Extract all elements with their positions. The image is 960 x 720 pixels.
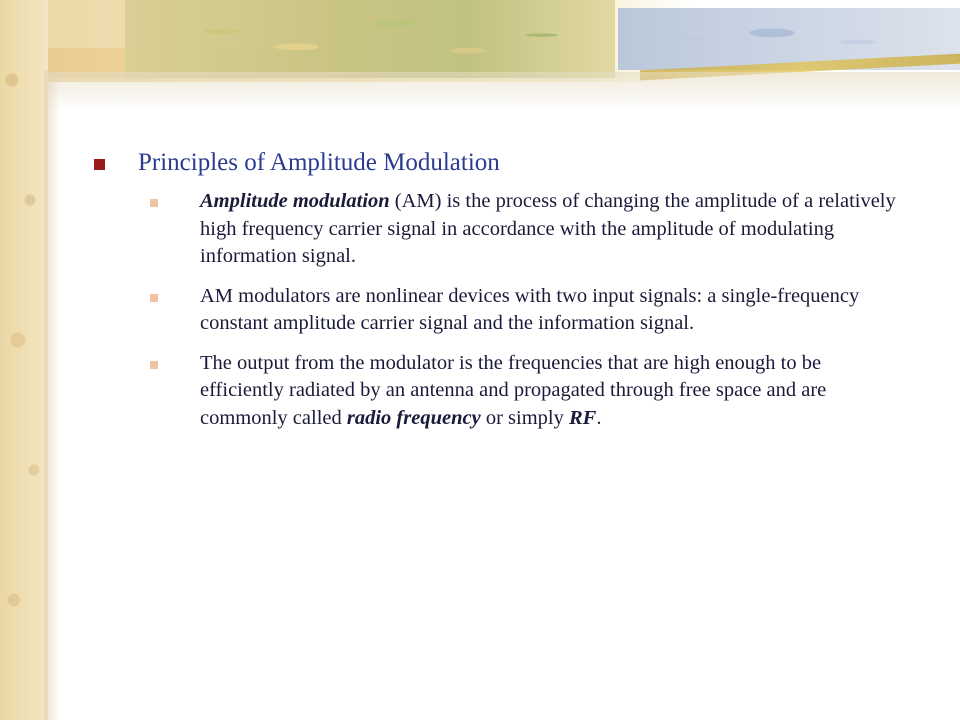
small-square-bullet-icon (150, 361, 158, 369)
main-bullet-item (90, 146, 910, 180)
sub-bullet-item (90, 350, 910, 433)
body-text: The output from the modulator is the frequencies that are high enough to be efficiently radiated by an antenna and propagated through free space and are commonly called (200, 351, 827, 429)
left-parchment-strip (0, 0, 48, 720)
bullet-text (200, 188, 900, 271)
body-text: or simply (480, 406, 569, 429)
banner-shadow (48, 72, 960, 112)
slide-heading: Principles of Amplitude Modulation (138, 149, 500, 176)
bullet-text (200, 350, 900, 433)
body-text: (AM) is the process of changing the amplitude of a relatively high frequency carrier signal in accordance with the amplitude of modulating information signal. (200, 190, 896, 267)
bullet-text (200, 283, 900, 338)
body-text: . (596, 406, 602, 429)
left-strip-shadow (44, 70, 60, 720)
body-text: AM modulators are nonlinear devices with two input signals: a single-frequency constant amplitude carrier signal and the information signal. (200, 284, 860, 334)
slide-content (90, 146, 910, 444)
banner-leaves-image (125, 0, 615, 78)
sub-bullet-item (90, 283, 910, 338)
small-square-bullet-icon (150, 294, 158, 302)
emphasis-text: radio frequency (346, 406, 481, 429)
sub-bullet-item (90, 188, 910, 271)
emphasis-text: RF (568, 406, 597, 429)
decorative-banner (0, 0, 960, 82)
square-bullet-icon (94, 159, 105, 170)
small-square-bullet-icon (150, 199, 158, 207)
sub-bullet-list (90, 188, 910, 432)
emphasis-text: Amplitude modulation (200, 190, 390, 212)
